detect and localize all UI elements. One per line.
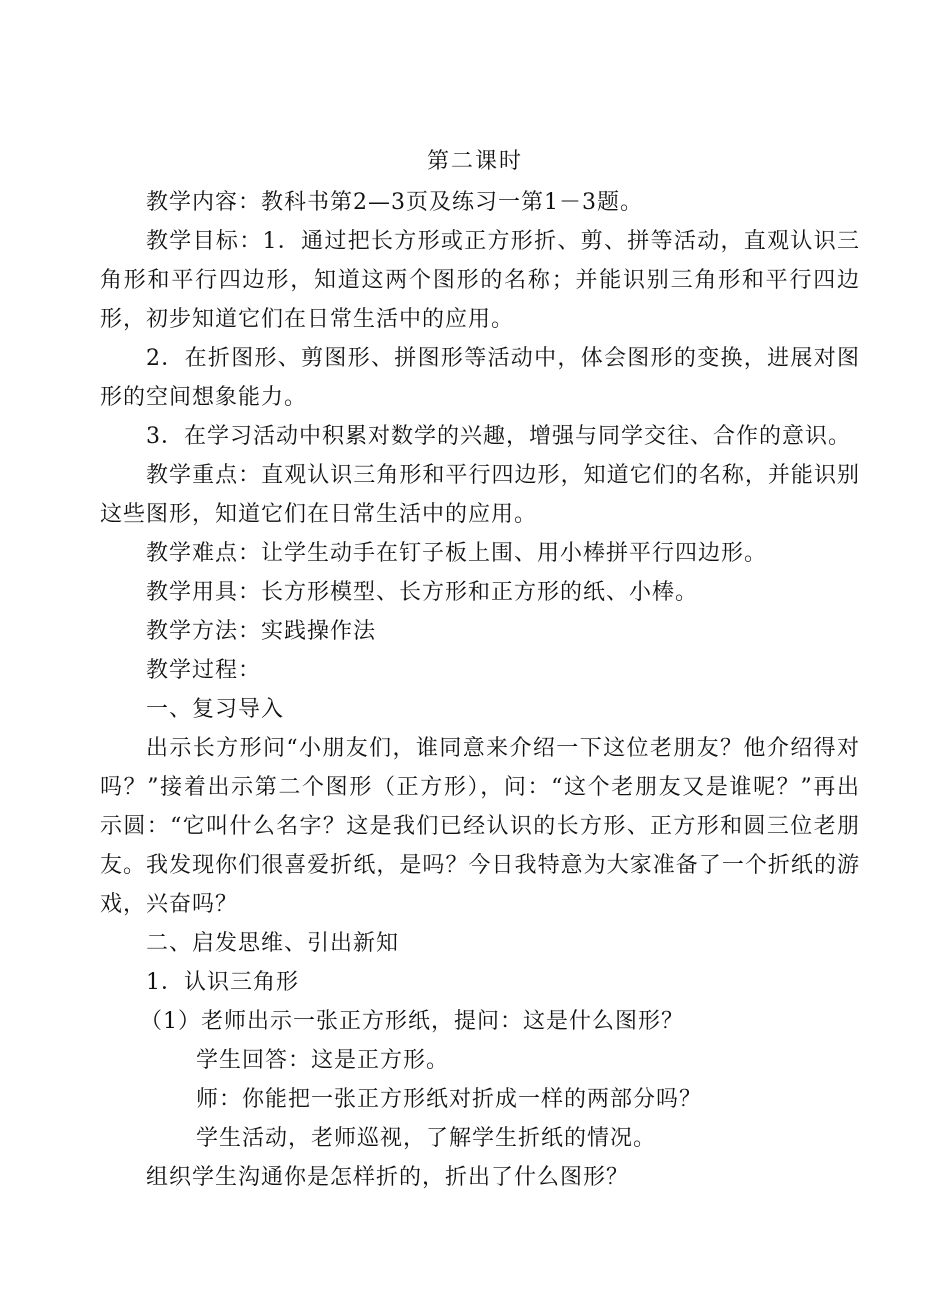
teacher-question: 师：你能把一张正方形纸对折成一样的两部分吗？: [196, 1087, 703, 1112]
teaching-goal-2: 2．在折图形、剪图形、拼图形等活动中，体会图形的变换，进展对图形的空间想象能力。: [100, 346, 860, 410]
teaching-goal-1: 教学目标：1．通过把长方形或正方形折、剪、拼等活动，直观认识三角形和平行四边形，知道这两个图形的名称；并能识别三角形和平行四边形，初步知道它们在日常生活中的应用。: [100, 229, 860, 332]
activity-step-1: （1）老师出示一张正方形纸，提问：这是什么图形？: [140, 1009, 684, 1034]
student-activity: 学生活动，老师巡视，了解学生折纸的情况。: [196, 1126, 657, 1151]
page-title: 第二课时: [426, 149, 523, 174]
teaching-difficulty: 教学难点：让学生动手在钉子板上围、用小棒拼平行四边形。: [146, 541, 768, 566]
review-intro-paragraph: 出示长方形问“小朋友们，谁同意来介绍一下这位老朋友？他介绍得对吗？”接着出示第二个图形（正方形），问：“这个老朋友又是谁呢？”再出示圆：“它叫什么名字？这是我们已经认识的长方形、正方形和圆三位老朋友。我发现你们很喜爱折纸，是吗？今日我特意为大家准备了一个折纸的游戏，兴奋吗？: [100, 736, 860, 917]
teaching-goal-3: 3．在学习活动中积累对数学的兴趣，增强与同学交往、合作的意识。: [146, 424, 851, 449]
student-answer: 学生回答：这是正方形。: [196, 1048, 450, 1073]
section-2-heading: 二、启发思维、引出新知: [146, 931, 400, 956]
teaching-tools: 教学用具：长方形模型、长方形和正方形的纸、小棒。: [146, 580, 699, 605]
teaching-key-point: 教学重点：直观认识三角形和平行四边形，知道它们的名称，并能识别这些图形，知道它们在日常生活中的应用。: [100, 463, 860, 527]
teaching-content: 教学内容：教科书第2—3页及练习一第1－3题。: [146, 190, 643, 215]
document-body: [100, 183, 860, 1197]
section-1-heading: 一、复习导入: [146, 697, 285, 722]
teaching-process-heading: 教学过程：: [146, 658, 262, 683]
subsection-1-heading: 1．认识三角形: [146, 970, 299, 995]
teaching-method: 教学方法：实践操作法: [146, 619, 377, 644]
organize-discussion: 组织学生沟通你是怎样折的，折出了什么图形？: [146, 1165, 630, 1190]
